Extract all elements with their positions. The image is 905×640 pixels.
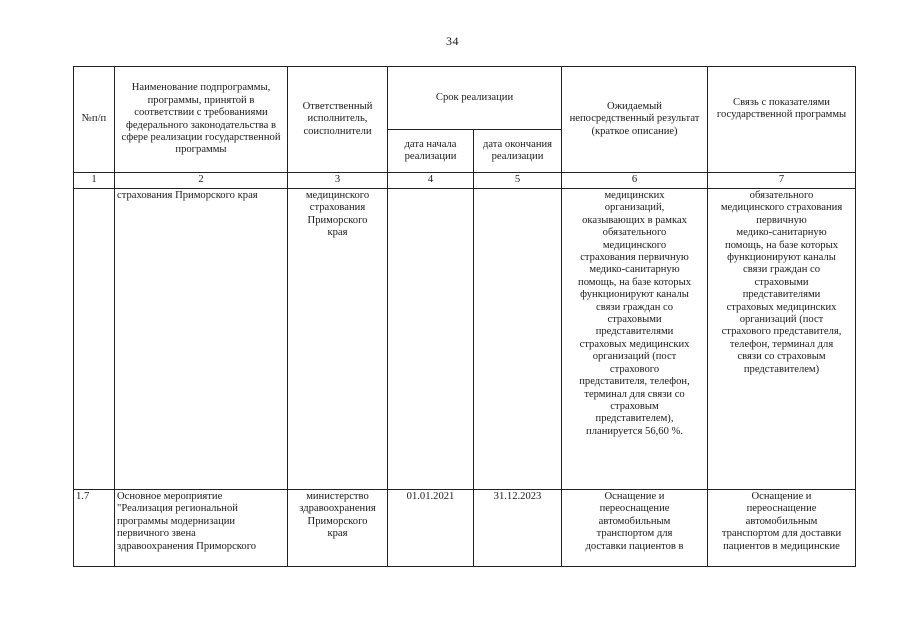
row-result: Оснащение и переоснащение автомобильным транспортом для доставки пациентов в <box>562 490 708 567</box>
row-end-date <box>474 189 562 490</box>
header-end-date: дата окончания реализации <box>474 130 562 173</box>
column-number: 5 <box>474 173 562 189</box>
row-end-date: 31.12.2023 <box>474 490 562 567</box>
row-number <box>74 189 115 490</box>
column-number: 2 <box>115 173 288 189</box>
row-name: страхования Приморского края <box>115 189 288 490</box>
row-link: Оснащение и переоснащение автомобильным транспортом для доставки пациентов в медицинские <box>708 490 856 567</box>
header-start-date: дата начала реализации <box>388 130 474 173</box>
row-executor: министерство здравоохранения Приморского края <box>288 490 388 567</box>
table-row <box>74 189 856 490</box>
header-row-top <box>74 67 856 130</box>
table-row <box>74 490 856 567</box>
row-number: 1.7 <box>74 490 115 567</box>
header-period: Срок реализации <box>388 67 562 130</box>
row-name: Основное мероприятие "Реализация региональной программы модернизации первичного звена здравоохранения Приморского <box>115 490 288 567</box>
column-number: 4 <box>388 173 474 189</box>
column-number: 1 <box>74 173 115 189</box>
header-result: Ожидаемый непосредственный результат (краткое описание) <box>562 67 708 173</box>
row-start-date <box>388 189 474 490</box>
row-executor: медицинского страхования Приморского края <box>288 189 388 490</box>
row-result: медицинских организаций, оказывающих в рамках обязательного медицинского страхования первичную медико-санитарную помощь, на базе которых функционируют каналы связи граждан со страховыми представителями страховых медицинских организаций (пост страхового представителя, телефон, терминал для связи со страховым представителем), планируется 56,60 %. <box>562 189 708 490</box>
header-name: Наименование подпрограммы, программы, принятой в соответствии с требованиями федерального законодательства в сфере реализации государственной программы <box>115 67 288 173</box>
header-executor: Ответственный исполнитель, соисполнители <box>288 67 388 173</box>
row-start-date: 01.01.2021 <box>388 490 474 567</box>
row-link: обязательного медицинского страхования первичную медико-санитарную помощь, на базе которых функционируют каналы связи граждан со страховыми представителями страховых медицинских организаций (пост страхового представителя, телефон, терминал для связи со страховым представителем) <box>708 189 856 490</box>
header-link: Связь с показателями государственной программы <box>708 67 856 173</box>
page-number: 34 <box>446 34 459 48</box>
column-number: 3 <box>288 173 388 189</box>
program-table <box>73 66 856 567</box>
column-number-row <box>74 173 856 189</box>
header-num: №п/п <box>74 67 115 173</box>
column-number: 6 <box>562 173 708 189</box>
column-number: 7 <box>708 173 856 189</box>
